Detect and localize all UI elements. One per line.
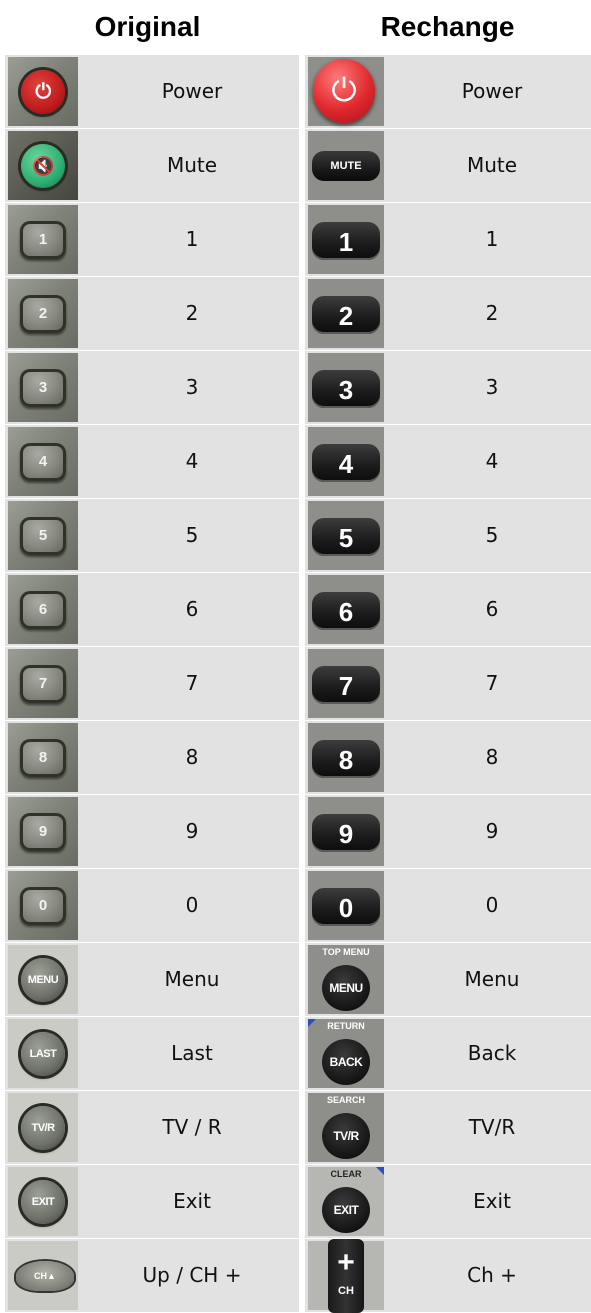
table-row xyxy=(5,1016,591,1090)
original-button-image xyxy=(8,205,78,274)
original-button-image xyxy=(8,1093,78,1162)
original-cell xyxy=(5,795,299,868)
rechange-cell xyxy=(305,1091,591,1164)
original-cell xyxy=(5,1017,299,1090)
tvr-button-glyph: TV/R xyxy=(21,1106,65,1150)
original-column-title: Original xyxy=(94,11,201,42)
rechange-column-title: Rechange xyxy=(380,11,515,42)
original-button-image xyxy=(8,353,78,422)
secondary-caption: SEARCH xyxy=(326,1095,365,1105)
rechange-label: Back xyxy=(467,1041,517,1065)
power-icon: ⏻ xyxy=(313,59,375,123)
rechange-label: 3 xyxy=(485,375,499,399)
rechange-button-image xyxy=(308,57,384,126)
mute-button-glyph: MUTE xyxy=(312,151,380,181)
digit-button-glyph: 9 xyxy=(312,814,380,852)
rechange-button-image xyxy=(308,131,384,200)
rechange-cell xyxy=(305,795,591,868)
rechange-cell xyxy=(305,425,591,498)
digit-button-glyph: 1 xyxy=(20,221,66,259)
table-row xyxy=(5,202,591,276)
rechange-cell xyxy=(305,203,591,276)
original-label: 4 xyxy=(185,449,199,473)
original-button-image xyxy=(8,501,78,570)
original-cell xyxy=(5,1165,299,1238)
original-label: Exit xyxy=(173,1189,211,1213)
rechange-label: 6 xyxy=(485,597,499,621)
rechange-cell xyxy=(305,1165,591,1238)
original-label: 7 xyxy=(185,671,199,695)
original-cell xyxy=(5,277,299,350)
original-cell xyxy=(5,499,299,572)
original-label: 2 xyxy=(185,301,199,325)
last-button-glyph: LAST xyxy=(21,1032,65,1076)
power-icon: ⏻ xyxy=(21,70,65,114)
channel-up-button-glyph: CH▲ xyxy=(16,1261,74,1291)
original-label: 8 xyxy=(185,745,199,769)
rechange-label: 5 xyxy=(485,523,499,547)
rechange-cell xyxy=(305,943,591,1016)
original-button-image xyxy=(8,1241,78,1310)
rechange-cell xyxy=(305,647,591,720)
original-label: Up / CH + xyxy=(142,1263,242,1287)
original-label: 6 xyxy=(185,597,199,621)
table-row xyxy=(5,498,591,572)
rechange-label: 2 xyxy=(485,301,499,325)
rechange-cell xyxy=(305,573,591,646)
original-cell xyxy=(5,203,299,276)
table-row xyxy=(5,646,591,720)
rechange-button-image xyxy=(308,575,384,644)
rechange-label: Menu xyxy=(464,967,520,991)
rechange-cell xyxy=(305,55,591,128)
table-row xyxy=(5,350,591,424)
rechange-button-image xyxy=(308,353,384,422)
original-button-image xyxy=(8,1167,78,1236)
digit-button-glyph: 3 xyxy=(20,369,66,407)
rechange-button-image xyxy=(308,279,384,348)
original-button-image xyxy=(8,575,78,644)
rechange-label: Mute xyxy=(466,153,518,177)
rechange-button-image xyxy=(308,723,384,792)
digit-button-glyph: 6 xyxy=(312,592,380,630)
digit-button-glyph: 5 xyxy=(20,517,66,555)
original-cell xyxy=(5,573,299,646)
original-button-image xyxy=(8,871,78,940)
exit-button-glyph: EXIT xyxy=(322,1187,370,1233)
rechange-label: Power xyxy=(461,79,523,103)
rechange-button-image xyxy=(308,427,384,496)
rechange-label: 1 xyxy=(485,227,499,251)
digit-button-glyph: 0 xyxy=(312,888,380,926)
original-cell xyxy=(5,1239,299,1312)
table-row xyxy=(5,572,591,646)
table-row xyxy=(5,868,591,942)
original-label: 1 xyxy=(185,227,199,251)
table-row xyxy=(5,424,591,498)
rechange-label: Ch + xyxy=(467,1263,517,1287)
original-button-image xyxy=(8,57,78,126)
exit-button-glyph: EXIT xyxy=(21,1180,65,1224)
tvr-button-glyph: TV/R xyxy=(322,1113,370,1159)
original-button-image xyxy=(8,723,78,792)
digit-button-glyph: 6 xyxy=(20,591,66,629)
digit-button-glyph: 8 xyxy=(312,740,380,778)
original-label: Menu xyxy=(164,967,220,991)
rechange-label: 4 xyxy=(485,449,499,473)
digit-button-glyph: 1 xyxy=(312,222,380,260)
digit-button-glyph: 0 xyxy=(20,887,66,925)
table-row xyxy=(5,942,591,1016)
table-row xyxy=(5,276,591,350)
rechange-cell xyxy=(305,129,591,202)
original-cell xyxy=(5,55,299,128)
original-cell xyxy=(5,351,299,424)
digit-button-glyph: 5 xyxy=(312,518,380,556)
secondary-caption: RETURN xyxy=(327,1021,365,1031)
rechange-cell xyxy=(305,1239,591,1312)
channel-caption: CH xyxy=(338,1285,354,1297)
digit-button-glyph: 7 xyxy=(20,665,66,703)
original-button-image xyxy=(8,1019,78,1088)
original-button-image xyxy=(8,945,78,1014)
table-header xyxy=(0,0,591,54)
table-row xyxy=(5,794,591,868)
rechange-label: 8 xyxy=(485,745,499,769)
original-cell xyxy=(5,129,299,202)
rechange-button-image xyxy=(308,945,384,1014)
rechange-cell xyxy=(305,499,591,572)
digit-button-glyph: 4 xyxy=(312,444,380,482)
plus-icon: + xyxy=(337,1246,355,1279)
original-label: Power xyxy=(161,79,223,103)
menu-button-glyph: MENU xyxy=(322,965,370,1011)
rechange-label: 0 xyxy=(485,893,499,917)
table-row xyxy=(5,54,591,128)
rechange-button-image xyxy=(308,871,384,940)
original-label: 9 xyxy=(185,819,199,843)
rechange-cell xyxy=(305,277,591,350)
digit-button-glyph: 2 xyxy=(312,296,380,334)
original-label: Last xyxy=(171,1041,213,1065)
channel-up-button-glyph xyxy=(328,1239,364,1313)
rechange-button-image xyxy=(308,1167,384,1236)
rechange-button-image xyxy=(308,205,384,274)
rechange-button-image xyxy=(308,1019,384,1088)
rechange-cell xyxy=(305,721,591,794)
secondary-caption: CLEAR xyxy=(330,1169,362,1179)
original-cell xyxy=(5,943,299,1016)
rechange-label: Exit xyxy=(473,1189,511,1213)
digit-button-glyph: 3 xyxy=(312,370,380,408)
original-cell xyxy=(5,721,299,794)
digit-button-glyph: 4 xyxy=(20,443,66,481)
original-cell xyxy=(5,647,299,720)
rechange-button-image xyxy=(308,649,384,718)
digit-button-glyph: 2 xyxy=(20,295,66,333)
original-label: 5 xyxy=(185,523,199,547)
original-label: 0 xyxy=(185,893,199,917)
original-button-image xyxy=(8,649,78,718)
rechange-button-image xyxy=(308,1093,384,1162)
table-row xyxy=(5,1238,591,1312)
original-button-image xyxy=(8,427,78,496)
table-row xyxy=(5,1090,591,1164)
digit-button-glyph: 9 xyxy=(20,813,66,851)
rechange-label: 9 xyxy=(485,819,499,843)
secondary-caption: TOP MENU xyxy=(322,947,370,957)
digit-button-glyph: 8 xyxy=(20,739,66,777)
button-comparison-table xyxy=(5,54,591,1312)
original-button-image xyxy=(8,131,78,200)
rechange-cell xyxy=(305,351,591,424)
digit-button-glyph: 7 xyxy=(312,666,380,704)
original-cell xyxy=(5,1091,299,1164)
rechange-cell xyxy=(305,1017,591,1090)
table-row xyxy=(5,720,591,794)
rechange-label: 7 xyxy=(485,671,499,695)
rechange-button-image xyxy=(308,501,384,570)
original-label: Mute xyxy=(166,153,218,177)
rechange-button-image xyxy=(308,797,384,866)
rechange-label: TV/R xyxy=(468,1115,516,1139)
table-row xyxy=(5,1164,591,1238)
rechange-cell xyxy=(305,869,591,942)
speaker-muted-icon: 🔇 xyxy=(21,144,65,188)
original-label: 3 xyxy=(185,375,199,399)
original-cell xyxy=(5,425,299,498)
original-button-image xyxy=(8,279,78,348)
rechange-button-image xyxy=(308,1241,384,1310)
back-button-glyph: BACK xyxy=(322,1039,370,1085)
original-label: TV / R xyxy=(162,1115,222,1139)
original-button-image xyxy=(8,797,78,866)
original-cell xyxy=(5,869,299,942)
table-row xyxy=(5,128,591,202)
menu-button-glyph: MENU xyxy=(21,958,65,1002)
